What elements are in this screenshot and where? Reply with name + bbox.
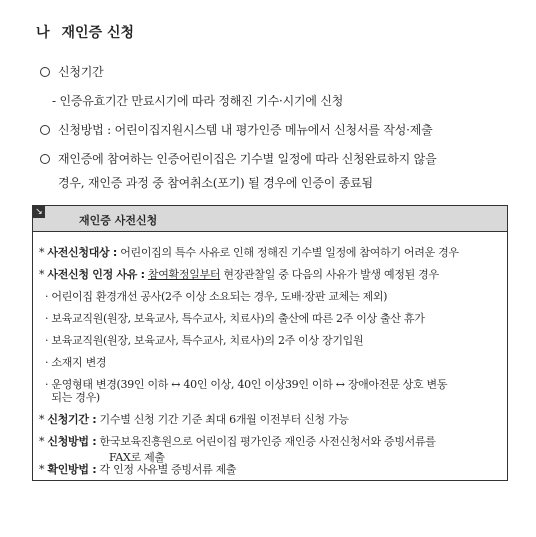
reason-item: 되는 경우) [45, 391, 100, 404]
item-note [40, 150, 436, 167]
reason-item: · 어린이집 환경개선 공사(2주 이상 소요되는 경우, 도배·장판 교체는 제외) [45, 290, 388, 303]
arrow-icon: ↘ [33, 206, 45, 218]
circle-bullet-icon [40, 125, 50, 135]
period-sub: - 인증유효기간 만료시기에 따라 정해진 기수·시기에 신청 [52, 94, 344, 108]
period-line: * 신청기간 : 기수별 신청 기간 기준 최대 6개월 이전부터 신청 가능 [39, 413, 349, 426]
note-line-1: 재인증에 참여하는 인증어린이집은 기수별 일정에 따라 신청완료하지 않을 [58, 152, 437, 166]
method-text: 신청방법 : 어린이집지원시스템 내 평가인증 메뉴에서 신청서를 작성·제출 [58, 123, 433, 137]
box-period-text: 기수별 신청 기간 기준 최대 6개월 이전부터 신청 가능 [99, 413, 349, 426]
circle-bullet-icon [40, 154, 50, 164]
target-text: 어린이집의 특수 사유로 인해 정해진 기수별 일정에 참여하기 어려운 경우 [120, 246, 459, 259]
approve-underlined: 참여확정일부터 [147, 268, 221, 281]
box-title: 재인증 사전신청 [79, 214, 158, 227]
reason-item: · 보육교직원(원장, 보육교사, 특수교사, 치료사)의 2주 이상 장기입원 [45, 334, 364, 347]
approve-line: * 사전신청 인정 사유 : 참여확정일부터 현장관찰일 중 다음의 사유가 발생 예정된 경우 [39, 268, 439, 281]
method-line: * 신청방법 : 한국보육진흥원으로 어린이집 평가인증 재인증 사전신청서와 증빙서류를 [39, 435, 436, 448]
confirm-text: 각 인정 사유별 증빙서류 제출 [99, 463, 237, 476]
box-method-line-1: 한국보육진흥원으로 어린이집 평가인증 재인증 사전신청서와 증빙서류를 [99, 435, 436, 448]
note-line-2: 경우, 재인증 과정 중 참여취소(포기) 될 경우에 인증이 종료됨 [58, 176, 373, 190]
item-method [40, 121, 433, 138]
approve-rest: 현장관찰일 중 다음의 사유가 발생 예정된 경우 [223, 268, 439, 281]
target-label: 사전신청대상 : [47, 246, 117, 259]
reason-item: · 운영형태 변경(39인 이하 ↔ 40인 이상, 40인 이상39인 이하 ↔ 장애아전문 상호 변동 [45, 378, 448, 391]
period-label: 신청기간 [58, 65, 104, 79]
box-period-label: 신청기간 : [47, 413, 97, 426]
reason-item: · 보육교직원(원장, 보육교사, 특수교사, 치료사)의 출산에 따른 2주 이상 출산 휴가 [45, 312, 425, 325]
section-number: 나 [36, 25, 50, 41]
item-period [40, 63, 104, 80]
target-line: * 사전신청대상 : 어린이집의 특수 사유로 인해 정해진 기수별 일정에 참여하기 어려운 경우 [39, 246, 459, 259]
circle-bullet-icon [40, 67, 50, 77]
section-title: 재인증 신청 [61, 25, 135, 41]
confirm-line: * 확인방법 : 각 인정 사유별 증빙서류 제출 [39, 463, 237, 476]
pre-application-box [32, 205, 508, 481]
box-method-line-2: FAX로 제출 [109, 451, 165, 464]
box-method-label: 신청방법 : [47, 435, 97, 448]
section-heading [36, 22, 134, 42]
approve-label: 사전신청 인정 사유 : [47, 268, 145, 281]
confirm-label: 확인방법 : [47, 463, 97, 476]
reason-item: · 소재지 변경 [45, 356, 107, 369]
box-header [33, 206, 507, 232]
